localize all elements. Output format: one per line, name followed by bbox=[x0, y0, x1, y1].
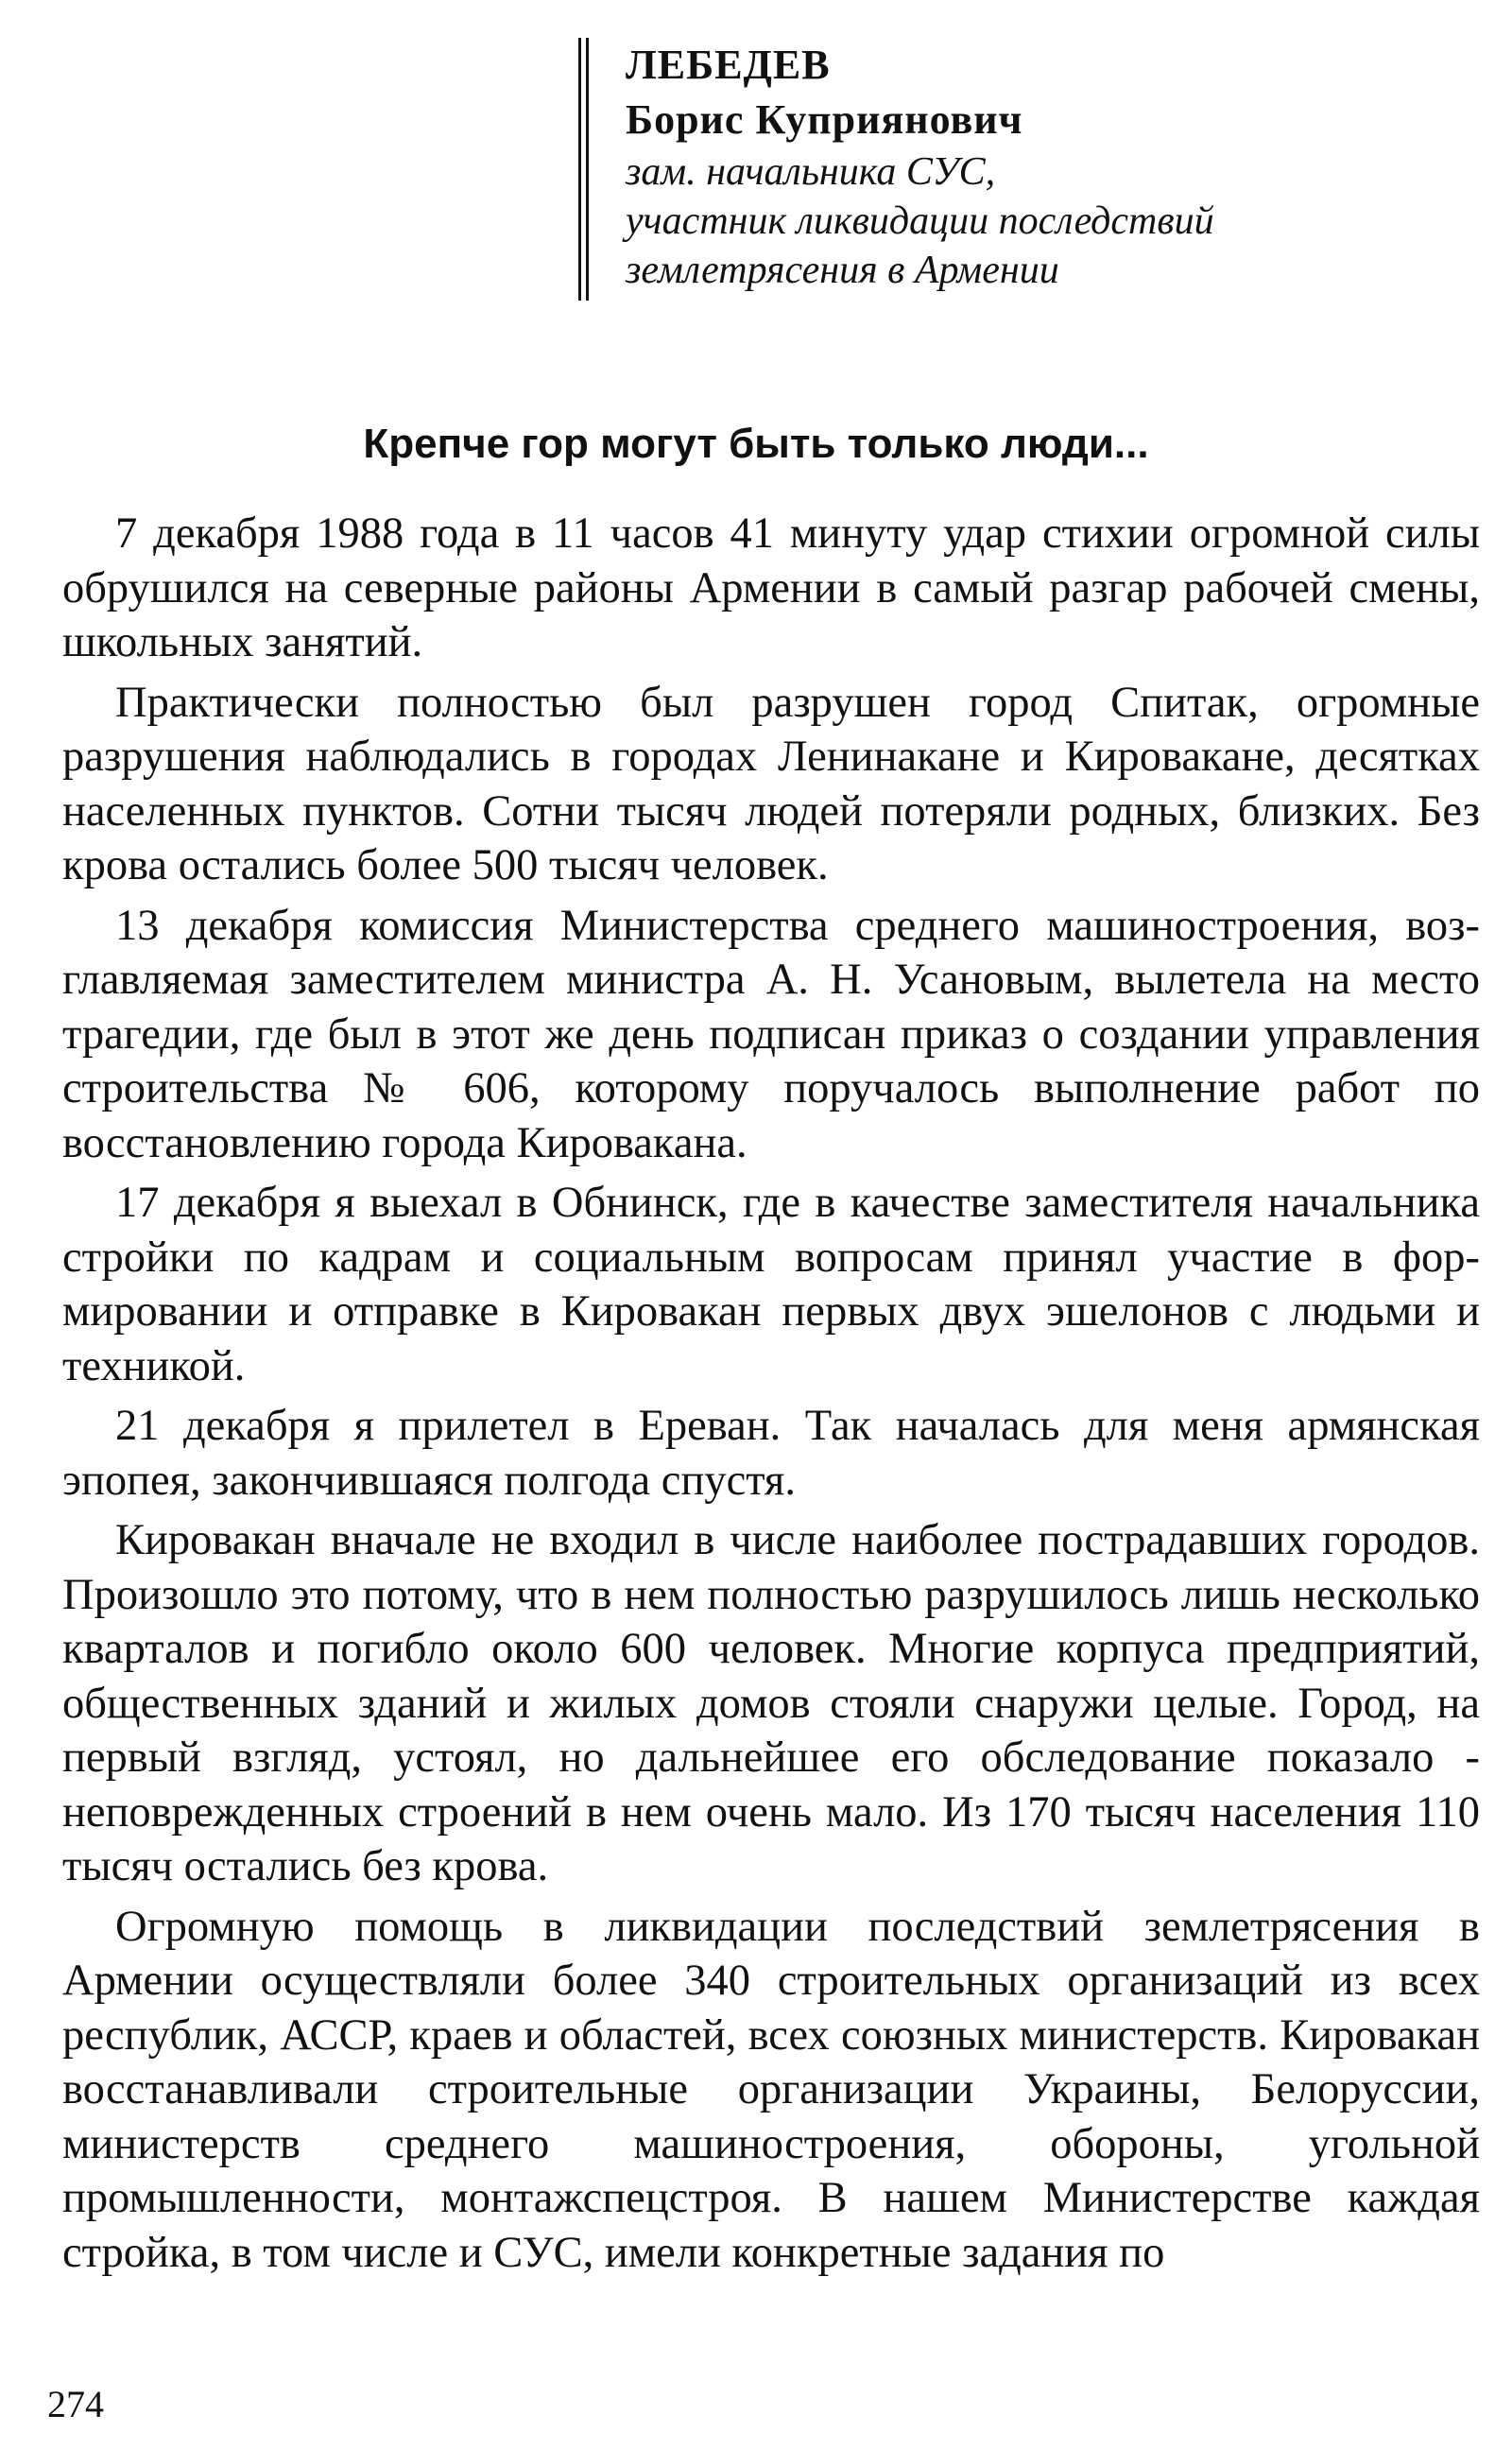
author-role-line-3: землетрясения в Армении bbox=[626, 249, 1059, 292]
author-given-names: Борис Куприянович bbox=[626, 96, 1023, 143]
author-role-line-1: зам. начальника СУС, bbox=[626, 150, 996, 194]
article-body bbox=[62, 507, 1480, 2285]
page-number: 274 bbox=[47, 2383, 104, 2425]
author-info bbox=[626, 38, 1429, 295]
article-title: Крепче гор могут быть только люди... bbox=[363, 421, 1149, 467]
paragraph: 17 декабря я выехал в Обнинск, где в качестве заместителя начальника стройки по кадрам и социальным вопросам принял участие в формировании и отправке в Кировакан первых двух эшелонов с людьми и техникой. bbox=[62, 1179, 1480, 1390]
paragraph: 7 декабря 1988 года в 11 часов 41 минуту удар стихии огромной силы обрушился на северные районы Армении в самый разгар рабочей смены, школьных занятий. bbox=[62, 509, 1480, 666]
paragraph: Огромную помощь в ликвидации последствий землетрясения в Армении осуществляли более 340 строительных организаций из всех республик, АССР, краев и областей, всех союзных министерств. Кировакан восстанавливали строительные организации Украины, Белоруссии, министерств среднего машиностроения, обороны, угольной промышленности, монтажспецстроя. В нашем Министерстве каждая стройка, в том числе и СУС, имели конкретные задания по bbox=[62, 1902, 1480, 2277]
paragraph: 21 декабря я прилетел в Ереван. Так началась для меня армянская эпопея, закончившаяся полгода спустя. bbox=[62, 1402, 1480, 1505]
author-role-line-2: участник ликвидации последствий bbox=[626, 199, 1214, 243]
paragraph: Практически полностью был разрушен город Спитак, огромные разрушения наблюдались в городах Ленинакане и Кировакане, десятках населенных пунктов. Сотни тысяч людей потеряли родных, близких. Без крова остались более 500 тысяч человек. bbox=[62, 678, 1480, 889]
double-vertical-rule bbox=[578, 38, 590, 301]
paragraph: Кировакан вначале не входил в числе наиболее пострадавших городов. Произошло это потому, что в нем полностью разрушилось лишь несколько кварталов и погибло около 600 человек. Многие корпуса предприятий, общественных зданий и жилых домов стояли снаружи целые. Город, на первый взгляд, устоял, но дальнейшее его обследование показало - неповрежденных строений в нем очень мало. Из 170 тысяч населения 110 тысяч остались без крова. bbox=[62, 1516, 1480, 1890]
author-surname: ЛЕБЕДЕВ bbox=[626, 42, 831, 88]
paragraph: 13 декабря комиссия Министерства среднего машиностроения, возглавляемая заместителем министра А. Н. Усановым, вылетела на место трагедии, где был в этот же день подписан приказ о создании управления строительства № 606, которому поручалось выполнение работ по восстановлению города Кировакана. bbox=[62, 901, 1480, 1167]
